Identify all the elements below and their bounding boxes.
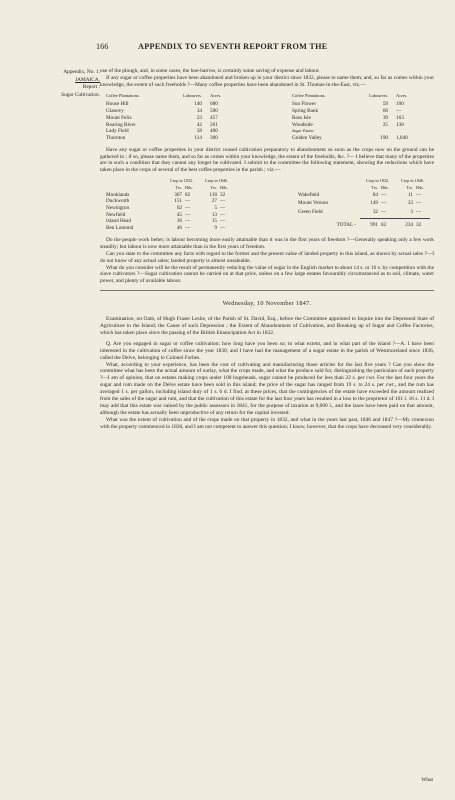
cell: Glanovy: [106, 108, 124, 115]
cell: 190: [380, 134, 388, 141]
cell: 27: [211, 198, 217, 205]
cell: Golden Valley: [292, 134, 322, 141]
cell: —: [396, 108, 402, 115]
th-plantations-2: Coffee Plantations.: [292, 92, 326, 98]
paragraph-5: Can you state to the committee any facts with regard to the former and the present value of landed property in this island, as shown by actual sales ?—I do not know of any actual sales; landed property is almost unsaleable.: [100, 250, 434, 264]
cell: Sun Flower: [292, 101, 317, 108]
cell-subheading: Sugar Estate.: [292, 128, 315, 134]
cell: 39: [382, 114, 388, 121]
table-row: [106, 128, 242, 135]
cell: Duckworth: [106, 198, 130, 205]
cell: —: [381, 191, 387, 198]
paragraph-6: What do you consider will be the result of permanently reducing the value of sugar in the English market to about 14 s. or 16 s. by competition with the slave cultivators ?—Sugar cultivation cannot be carried on at that price, unless on a few large estates favourably circumstanced as to soil, climate, water power, and plenty of available labour.: [100, 264, 434, 285]
cell: —: [416, 209, 422, 216]
th-hds: Hds.: [220, 184, 228, 190]
question-3: What was the extent of cultivation and of the crops made on that property in 1832, and what in the years last past, 1846 and 1847 ?—My connexion with the property commenced in 1836, and I am not competent to answer this question; I know, however, that the crops have decreased very considerably.: [100, 416, 434, 430]
cell: Island Head: [106, 218, 131, 225]
margin-jamaica: JAMAICA.: [75, 76, 100, 83]
th-trs: Trs.: [371, 184, 378, 190]
cell: 114: [194, 134, 202, 141]
cell: 300: [210, 134, 218, 141]
table-row: [298, 200, 430, 209]
cell: 23: [196, 114, 202, 121]
th-hds: Hds.: [185, 184, 193, 190]
cell: 400: [210, 128, 218, 135]
cell: 66: [382, 108, 388, 115]
table-row: [292, 135, 428, 142]
margin-report: Report :: [82, 84, 100, 91]
table-row: [106, 135, 242, 142]
page-number: 166: [96, 42, 109, 51]
cell: —: [220, 225, 226, 232]
cell: 991: [370, 222, 378, 229]
cell: —: [185, 225, 191, 232]
th-crop-1832-2: Crop in 1832.: [365, 178, 390, 184]
cell: Woodside: [292, 121, 313, 128]
cell: 11: [408, 191, 413, 198]
th-trs: Trs.: [406, 184, 413, 190]
th-hds: Hds.: [416, 184, 424, 190]
cell: 46: [176, 225, 182, 232]
table-row: [106, 218, 234, 225]
cell: —: [381, 209, 387, 216]
cell: 42: [196, 121, 202, 128]
cell: Mount Vernon: [298, 200, 329, 207]
cell: 25: [382, 121, 388, 128]
cell: Roaring River: [106, 121, 136, 128]
cell: —: [381, 200, 387, 207]
cell: Spring Bank: [292, 108, 319, 115]
section-divider: [100, 290, 434, 291]
cell: 45: [176, 211, 182, 218]
running-title: APPENDIX TO SEVENTH REPORT FROM THE: [138, 42, 328, 51]
table-row: [292, 128, 428, 135]
coffee-table-left: [106, 93, 242, 142]
cell: Thornton: [106, 134, 126, 141]
margin-sugar-cultivation: Sugar Cultivation.: [61, 91, 100, 98]
cell: Ross Isle: [292, 114, 311, 121]
table-row: [106, 115, 242, 122]
th-plantations: Coffee Plantations.: [106, 92, 140, 98]
cell: [396, 128, 428, 135]
cell: —: [220, 198, 226, 205]
cell: House Hill: [106, 101, 129, 108]
margin-notes: [20, 69, 100, 99]
cell: 680: [210, 101, 218, 108]
th-crop-1846-2: Crop in 1846.: [400, 178, 425, 184]
catchword: What: [421, 777, 433, 783]
margin-appendix: Appendix, No. 1.: [63, 69, 100, 75]
cell: 118: [209, 191, 217, 198]
cell: Green Field: [298, 209, 323, 216]
cell: 234: [405, 222, 413, 229]
cell: 367: [174, 191, 182, 198]
cell: 32: [372, 209, 378, 216]
cell: 13: [211, 211, 217, 218]
table-row: [292, 122, 428, 129]
paragraph-2: If any sugar or coffee properties have been abandoned and broken up in your district since 1832, please to name them; and, so far as comes within your knowledge, the extent of such freeholds ?—Many coffee properties have been abandoned in St. Thomas-in-the-East, viz.—: [100, 74, 434, 88]
cell: —: [185, 218, 191, 225]
paragraph-1: use of the plough, and, in some cases, the hoe-harrow, is certainly some saving of expense and labour.: [100, 68, 320, 74]
cell: 5: [214, 205, 217, 212]
cell: 36: [176, 218, 182, 225]
cell: 59: [382, 101, 388, 108]
th-trs: Trs.: [175, 184, 182, 190]
cell: 149: [370, 200, 378, 207]
cell: 32: [220, 191, 226, 198]
question-2: What, according to your experience, has been the cost of cultivating and manufacturing those articles for the last five years ? Can you show the committee what has been the actual amount of outlay, what the crops made, and what the produce sold for, distinguishing the particulars of each property ?—I am of opinion, that on estates making crops under 100 hogsheads, sugar cannot be produced for less than 22 s. per cwt. For the last four years the sugar and rum made on the Delve estate have been sold in this island; the price of the sugar has ranged from 19 s. to 24 s. per cwt., and the rum has averaged 1 s. per gallon, including island duty of 1 s. 6 d. I find, at these prices, that the contingencies of the estate have exceeded the amount realized from the sales of the sugar and rum, and that the cultivation of this estate for the last four years has resulted in a loss to the proprietor of 161 l. 16 s. 11 d. I may add that this estate was valued by the public assessors in 1841, for the purpose of taxation at 9,000 l., and the taxes have been paid on that amount, although the estate has actually been unproductive of any return for the capital invested.: [100, 361, 434, 416]
page-header: [96, 42, 433, 54]
cell: 34: [196, 108, 202, 115]
paragraph-4: Do the people work better; is labour becoming more easily attainable than it was in the first years of freedom ?—Generally speaking only a few work steadily; but labour is now more attainable than in the first years of freedom.: [100, 236, 434, 250]
table-row: [106, 225, 234, 232]
cell: Mount Felix: [106, 114, 132, 121]
cell: 82: [381, 222, 387, 229]
examination-intro: Examination, on Oath, of Hugh Fraser Leslie, of the Parish of St. David, Esq., before the Committee appointed to Inquire into the Depressed State of Agriculture in the Island; the Cause of such Depression ; the Extent of Abandonment of Cultivation, and Breaking up of Sugar and Coffee Factories, which has taken place since the passing of the British Emancipation Act in 1832.: [100, 316, 434, 336]
paragraph-3: Have any sugar or coffee properties in your district ceased cultivation preparatory to abandonment so soon as the crops now on the ground can be gathered in ; if so, please name them, and so far as comes within your knowledge, the extent of the freeholds, &c. ?— I believe that many of the properties are in such a condition that they cannot any longer be cultivated. I submit to the committee the following statement, showing the reductions which have taken place in the crops of several of the best coffee properties in the parish ; viz.—: [100, 146, 434, 174]
table-row: [292, 101, 428, 108]
table-row-total: [298, 219, 430, 232]
cell: 138: [396, 121, 404, 128]
cell: 3: [410, 209, 413, 216]
cell: Lady Field: [106, 128, 129, 135]
th-acres: Acres.: [210, 92, 222, 98]
cell: 62: [176, 205, 182, 212]
cell: —: [185, 198, 191, 205]
cell: Ben Lomond: [106, 225, 134, 232]
table-row: [106, 198, 234, 205]
cell: —: [220, 211, 226, 218]
table-row: [292, 108, 428, 115]
main-text: [100, 68, 434, 431]
crop-reduction-table: [106, 178, 430, 232]
cell: —: [185, 205, 191, 212]
table-row: [298, 209, 430, 218]
cell: —: [220, 218, 226, 225]
table-row: [106, 212, 234, 219]
date-heading: Wednesday, 10 November 1847.: [222, 300, 312, 308]
th-labourers-2: Labourers.: [369, 92, 388, 98]
cell: Monklands: [106, 191, 130, 198]
cell: 84: [372, 191, 378, 198]
table-row: [106, 192, 234, 199]
cell: 140: [194, 101, 202, 108]
cell: 58: [196, 128, 202, 135]
th-hds: Hds.: [381, 184, 389, 190]
question-1: Q. Are you engaged in sugar or coffee cultivation; how long have you been so; to what extent, and in what part of the island ?—A. I have been interested in the cultivation of coffee since the year 1830, and I have had the management of a sugar estate in the parish of Westmoreland since 1836, called the Delve, belonging to Colonel Forbes.: [100, 340, 434, 361]
table-row: [106, 108, 242, 115]
table-row: [106, 122, 242, 129]
crop-table-right: [298, 178, 430, 232]
table-row: [106, 205, 234, 212]
table-row: [292, 115, 428, 122]
cell: 500: [210, 108, 218, 115]
cell: Wakefield: [298, 191, 320, 198]
cell: 163: [396, 114, 404, 121]
total-label: TOTAL -: [336, 222, 356, 229]
th-trs: Trs.: [210, 184, 217, 190]
cell: 33: [407, 200, 413, 207]
cell: 151: [174, 198, 182, 205]
table-row: [106, 101, 242, 108]
coffee-table-right: [292, 93, 428, 142]
cell: 1,040: [396, 134, 408, 141]
cell: 15: [211, 218, 217, 225]
cell: 100: [396, 101, 404, 108]
cell: 261: [210, 121, 218, 128]
cell: 457: [210, 114, 218, 121]
coffee-plantations-table: [106, 93, 428, 142]
th-labourers: Labourers.: [183, 92, 202, 98]
th-crop-1832: Crop in 1832.: [169, 178, 194, 184]
cell: Newington: [106, 205, 130, 212]
th-acres-2: Acres.: [396, 92, 408, 98]
cell: —: [416, 191, 422, 198]
cell: [356, 128, 396, 135]
cell: 9: [214, 225, 217, 232]
cell: —: [185, 211, 191, 218]
crop-table-left: [106, 178, 234, 232]
cell: —: [416, 200, 422, 207]
cell: 32: [416, 222, 422, 229]
cell: Newfield: [106, 211, 126, 218]
th-crop-1846: Crop in 1846.: [204, 178, 229, 184]
cell: 82: [185, 191, 191, 198]
table-row: [298, 192, 430, 201]
cell: —: [220, 205, 226, 212]
